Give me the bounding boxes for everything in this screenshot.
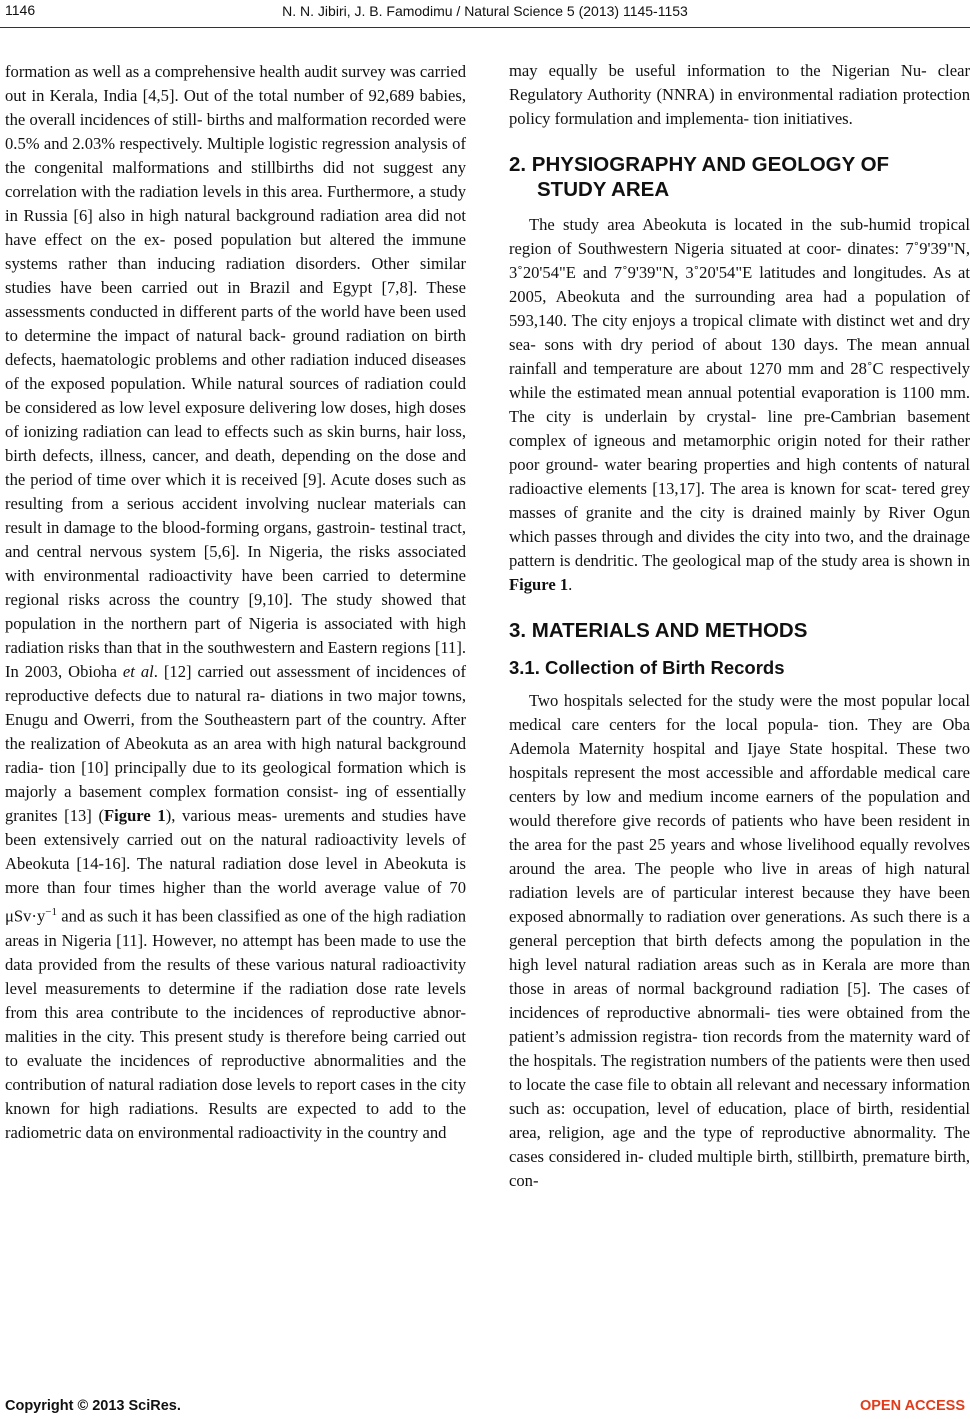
- copyright-notice: Copyright © 2013 SciRes.: [5, 1398, 181, 1414]
- text-run: formation as well as a comprehensive health audit survey was carried out in Kerala, India [4,5]. Out of the total number of 92,689 babies, the overall incidences of still- births and malformation recorded were 0.5% and 2.03% respectively. Multiple logistic regression analysis of the congenital malformations and stillbirths did not suggest any correlation with the radiation levels in this area. Furthermore, a study in Russia [6] also in high natural background radiation area did not have effect on the ex- posed population but altered the immune systems rather than inducing radiation disorders. Other similar studies have been carried out in Brazil and Egypt [7,8]. These assessments conducted in different parts of the world have been used to determine the impact of natural back- ground radiation on birth defects, haematologic problems and other radiation induced diseases of the exposed population. While natural sources of radiation could be considered as low level exposure delivering low doses, high doses of ionizing radiation can lead to effects such as skin burns, hair loss, birth defects, illness, cancer, and death, depending on the dose and the period of time over which it is received [9]. Acute doses such as resulting from a serious accident involving nuclear materials can result in damage to the blood-forming organs, gastroin- testinal tract, and central nervous system [5,6]. In Nigeria, the risks associated with environmental radioactivity have been carried to determine regional risks across the country [9,10]. The study showed that population in the northern part of Nigeria is associated with high radiation risks than that in the southwestern and Eastern regions [11]. In 2003, Obioha: [5, 62, 466, 681]
- section-heading-line1: 2. PHYSIOGRAPHY AND GEOLOGY OF: [509, 153, 890, 176]
- superscript: −1: [45, 906, 57, 918]
- body-paragraph: [5, 60, 466, 1145]
- text-run: The study area Abeokuta is located in the sub-humid tropical region of Southwestern Nigeria situated at coor- dinates: 7˚9'39"N, 3˚20'54"E and 7˚9'39"N, 3˚20'54"E latitudes and longitudes. As at 2005, Abeokuta and the surrounding area had a population of 593,140. The city enjoys a tropical climate with distinct wet and dry sea- sons with dry period of about 130 days. The mean annual rainfall and temperature are about 1270 mm and 28˚C respectively while the estimated mean annual potential evaporation is 1100 mm. The city is underlain by crystal- line pre-Cambrian basement complex of igneous and metamorphic origin noted for their rather poor ground- water bearing properties and high contents of natural radioactive elements [13,17]. The area is known for scat- tered grey masses of granite and the city is drained mainly by River Ogun which passes through and divides the city into two, and the drainage pattern is dendritic. The geological map of the study area is shown in: [509, 215, 970, 570]
- section-heading-line2: STUDY AREA: [537, 178, 670, 201]
- right-column: [509, 59, 970, 1193]
- body-paragraph: may equally be useful information to the Nigerian Nu- clear Regulatory Authority (NNRA) in environmental radiation protection policy formulation and implementa- tion initiatives.: [509, 61, 970, 128]
- italic-etal: et al: [122, 662, 154, 681]
- figure-reference[interactable]: Figure 1: [104, 806, 166, 825]
- section-heading: [509, 152, 970, 202]
- running-header: N. N. Jibiri, J. B. Famodimu / Natural Science 5 (2013) 1145-1153: [282, 3, 688, 19]
- figure-reference[interactable]: Figure 1: [509, 575, 569, 594]
- subsection-heading: 3.1. Collection of Birth Records: [509, 657, 785, 678]
- body-paragraph: Two hospitals selected for the study were the most popular local medical care centers for the local popula- tion. They are Oba Ademola Maternity hospital and Ijaye State hospital. These two hospitals represent the most accessible and affordable medical care centers by low and medium income earners of the population and would therefore give records of patients who have been resident in the area for the past 25 years and whose livelihood equally revolves around the area. The people who live in areas of high natural radiation levels are of particular interest because they have been exposed abnormally to radiation over generations. As such there is a general perception that birth defects among the population in the high level natural radiation areas such as in Kerala are more than those in areas of normal background radiation [5]. The cases of incidences of reproductive abnormali- ties were obtained from the patient’s admission registra- tion records from the maternity ward of the hospitals. The registration numbers of the patients were then used to locate the case file to obtain all relevant and necessary information such as: occupation, level of education, place of birth, residential area, religion, age and the type of reproductive abnormality. The cases considered in- cluded multiple birth, stillbirth, premature birth, con-: [509, 691, 970, 1190]
- text-run: and as such it has been classified as one of the high radiation areas in Nigeria [11]. However, no attempt has been made to use the data provided from the results of these various natural radioactivity level measurements to determine if the radiation dose rate levels from this area contribute to the incidences of reproductive abnor- malities in the city. This present study is therefore being carried out to evaluate the incidences of reproductive abnormalities and the contribution of natural radiation dose levels to report cases in the city known for high radiations. Results are expected to add to the radiometric data on environmental radioactivity in the country and: [5, 906, 466, 1142]
- header-rule: [0, 27, 970, 28]
- text-run: . [12] carried out assessment of incidences of reproductive defects due to natural ra- diations in two major towns, Enugu and Owerri, from the Southeastern part of the country. After the realization of Abeokuta as an area with high natural background radia- tion [10] principally due to its geological formation which is majorly a basement complex formation consist- ing of essentially granites [13] (: [5, 662, 466, 825]
- left-column: [5, 60, 466, 1145]
- text-run: ), various meas- urements and studies have been extensively carried out on the natural radioactivity levels of Abeokuta [14-16]. The natural radiation dose level in Abeokuta is more than four times higher than the world average value of 70 μSv·y: [5, 806, 467, 926]
- text-run: .: [568, 575, 573, 594]
- open-access-badge: OPEN ACCESS: [859, 1398, 965, 1414]
- section-heading: 3. MATERIALS AND METHODS: [509, 619, 808, 642]
- page-number: 1146: [5, 2, 36, 18]
- body-paragraph: [509, 213, 970, 597]
